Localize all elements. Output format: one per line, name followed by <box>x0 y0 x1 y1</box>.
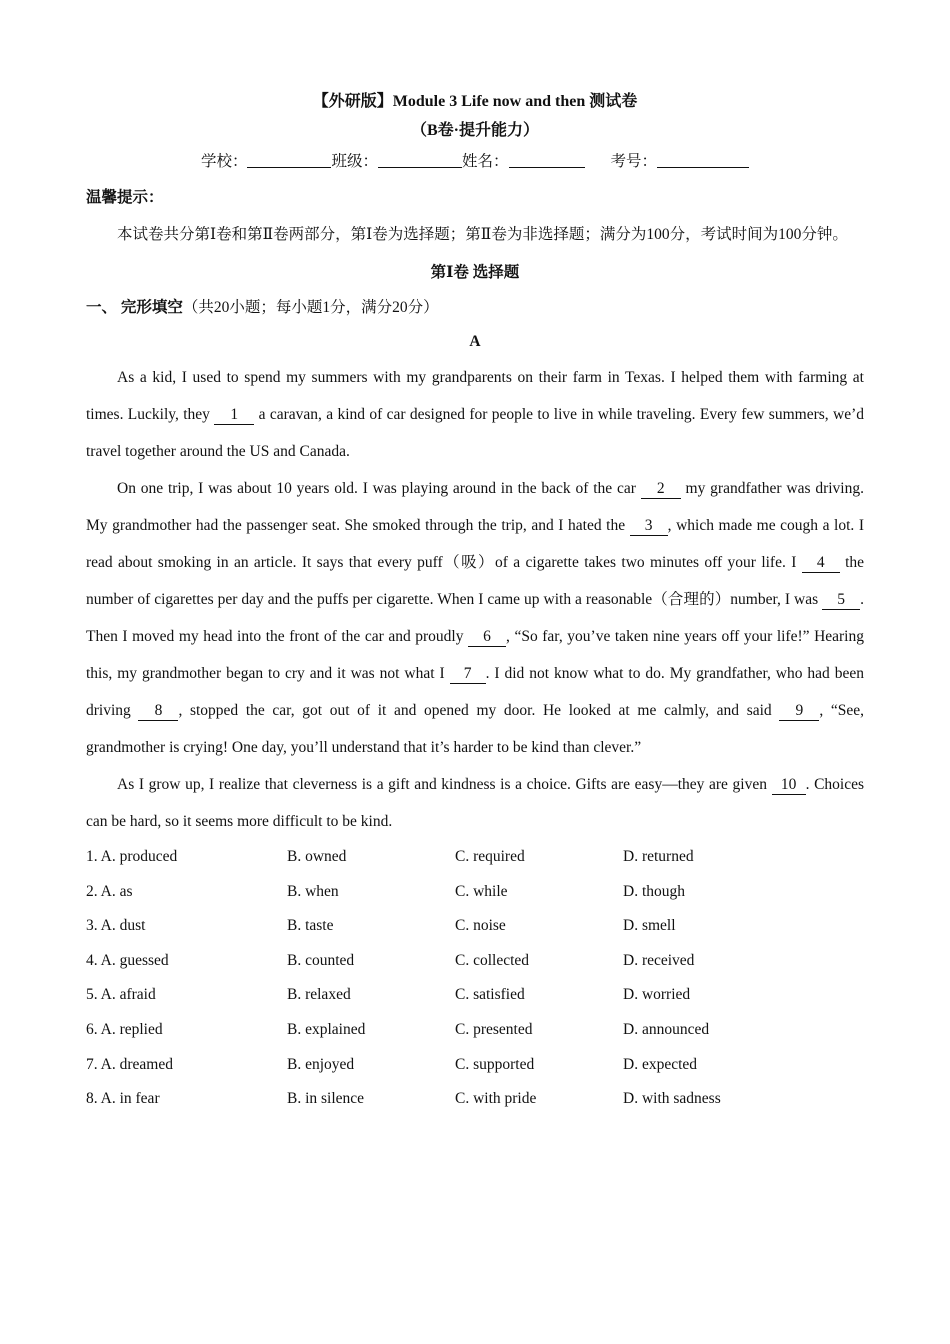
school-blank[interactable] <box>247 151 331 168</box>
option-a: 5. A. afraid <box>86 986 156 1004</box>
text-run: , stopped the car, got out of it and opened my door. He looked at me calmly, and said <box>178 702 780 719</box>
exam-subtitle: （B卷·提升能力） <box>410 122 539 139</box>
text-run: a caravan, a kind of car designed for people to live in while traveling. Every few summers, we’d travel together around the US and Canada. <box>86 406 864 460</box>
blank-6: 6 <box>468 628 506 647</box>
text-run: . I did not know what to do. My grandfather, who had been driving <box>86 665 865 719</box>
part-label: 一、 完形填空 <box>86 299 183 316</box>
option-b: B. when <box>287 882 339 900</box>
option-d: D. received <box>623 951 695 969</box>
option-a: 2. A. as <box>86 882 133 900</box>
option-c: C. with pride <box>455 1090 537 1108</box>
option-c: C. required <box>455 848 525 865</box>
option-a: 8. A. in fear <box>86 1090 160 1108</box>
blank-3: 3 <box>630 517 668 536</box>
option-b: B. in silence <box>287 1090 365 1108</box>
question-row <box>86 1082 864 1117</box>
blank-10: 10 <box>772 776 806 795</box>
student-info-line <box>86 146 864 178</box>
blank-1: 1 <box>214 406 254 425</box>
text-run: , “See, grandmother is crying! One day, you’ll understand that it’s harder to be kind than clever.” <box>86 702 865 756</box>
options-list <box>86 840 864 1117</box>
blank-2: 2 <box>641 480 681 499</box>
number-label: 考号： <box>610 153 658 170</box>
option-d: D. expected <box>623 1055 698 1073</box>
option-d: D. worried <box>623 986 691 1004</box>
blank-9: 9 <box>779 702 819 721</box>
text-run: As I grow up, I realize that cleverness is a gift and kindness is a choice. Gifts are easy—they are given <box>117 776 772 793</box>
text-run: . Choices can be hard, so it seems more difficult to be kind. <box>86 776 864 830</box>
option-c: C. supported <box>455 1055 535 1073</box>
exam-title: 【外研版】Module 3 Life now and then 测试卷 <box>312 93 638 110</box>
section-title: 第Ⅰ卷 选择题 <box>430 264 520 281</box>
option-b: B. counted <box>287 951 355 969</box>
text-run: the number of cigarettes per day and the puffs per cigarette. When I came up with a reasonable（合理的）number, I was <box>86 554 865 608</box>
option-c: C. collected <box>455 951 530 969</box>
school-label: 学校： <box>200 153 248 170</box>
question-row <box>86 1048 864 1083</box>
class-label: 班级： <box>331 153 378 170</box>
option-a: 7. A. dreamed <box>86 1055 173 1073</box>
option-b: B. owned <box>287 848 347 865</box>
option-b: B. relaxed <box>287 986 351 1004</box>
text-run: , “So far, you’ve taken nine years off your life!” Hearing this, my grandmother began to cry and it was not what I <box>86 628 864 682</box>
passage-paragraph-3 <box>86 766 864 840</box>
passage-paragraph-2 <box>86 470 864 766</box>
option-c: C. presented <box>455 1020 533 1038</box>
blank-5: 5 <box>822 591 860 610</box>
passage-letter: A <box>469 333 481 350</box>
option-d: D. announced <box>623 1020 710 1038</box>
question-row <box>86 1013 864 1048</box>
option-d: D. returned <box>623 848 694 865</box>
text-run: , which made me cough a lot. I read about smoking in an article. It says that every puff（吸）of a cigarette takes two minutes off your life. I <box>86 517 864 571</box>
question-row <box>86 909 864 944</box>
blank-7: 7 <box>450 665 486 684</box>
part-title <box>86 291 864 325</box>
text-run: my grandfather was driving. My grandmother had the passenger seat. She smoked through the trip, and I hated the <box>86 480 864 534</box>
question-row <box>86 840 864 875</box>
option-d: D. smell <box>623 917 676 935</box>
option-a: 4. A. guessed <box>86 951 169 969</box>
option-b: B. enjoyed <box>287 1055 355 1073</box>
blank-8: 8 <box>138 702 178 721</box>
text-run: On one trip, I was about 10 years old. I was playing around in the back of the car <box>117 480 641 497</box>
option-b: B. taste <box>287 917 334 935</box>
option-a: 1. A. produced <box>86 848 178 865</box>
name-blank[interactable] <box>509 151 585 168</box>
part-note: （共20小题；每小题1分，满分20分） <box>182 299 439 316</box>
blank-4: 4 <box>802 554 840 573</box>
option-c: C. satisfied <box>455 986 525 1004</box>
option-c: C. while <box>455 882 508 900</box>
option-a: 6. A. replied <box>86 1020 163 1038</box>
name-label: 姓名： <box>462 153 509 170</box>
option-a: 3. A. dust <box>86 917 146 935</box>
question-row <box>86 875 864 910</box>
tips-heading: 温馨提示： <box>86 189 164 206</box>
class-blank[interactable] <box>378 151 462 168</box>
question-row <box>86 944 864 979</box>
option-d: D. with sadness <box>623 1090 721 1108</box>
question-row <box>86 978 864 1013</box>
option-b: B. explained <box>287 1020 366 1038</box>
number-blank[interactable] <box>657 151 749 168</box>
tips-text: 本试卷共分第Ⅰ卷和第Ⅱ卷两部分，第Ⅰ卷为选择题；第Ⅱ卷为非选择题；满分为100分，考试时间为100分钟。 <box>117 226 848 243</box>
option-c: C. noise <box>455 917 506 935</box>
option-d: D. though <box>623 882 685 900</box>
text-run: As a kid, I used to spend my summers with my grandparents on their farm in Texas. I helped them with farming at times. Luckily, they <box>86 369 864 423</box>
passage-paragraph-1 <box>86 359 864 470</box>
text-run: . Then I moved my head into the front of the car and proudly <box>86 591 864 645</box>
